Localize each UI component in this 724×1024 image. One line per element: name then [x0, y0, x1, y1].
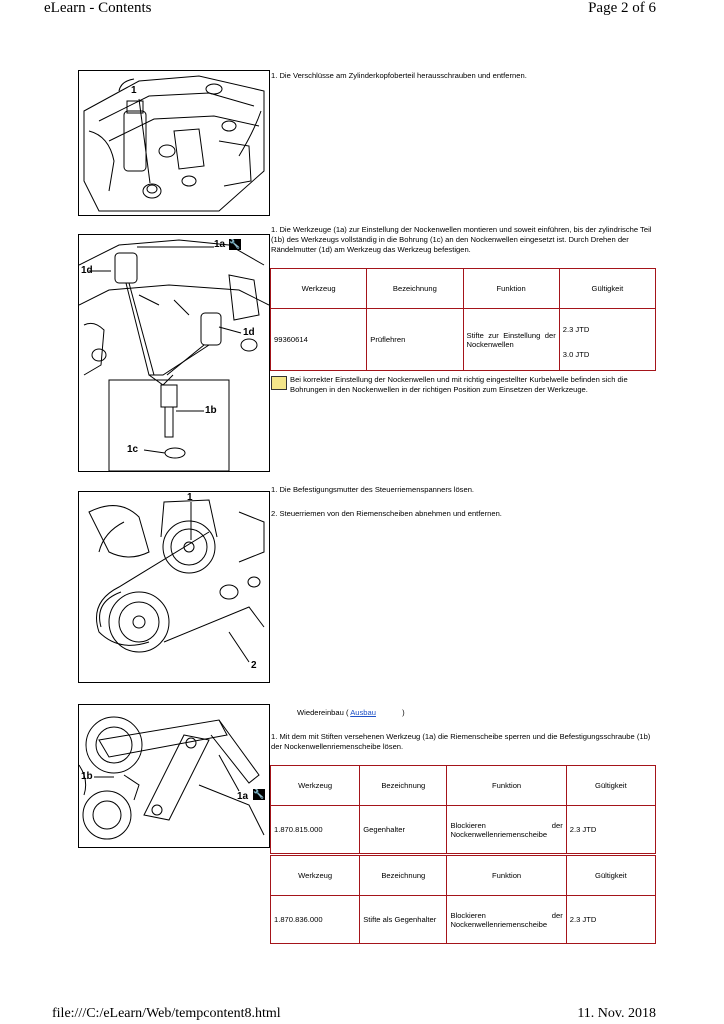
step-text: 1. Die Verschlüsse am Zylinderkopfoberteil herausschrauben und entfernen. — [271, 71, 527, 80]
figure-label: 1 — [131, 85, 137, 96]
step-text: 1. Die Werkzeuge (1a) zur Einstellung der Nockenwellen montieren und soweit einführen, bis der zylindrische Teil (1b) des Werkzeugs vollständig in die Bohrung (1c) an den Nockenwellen eingesetzt ist. Durch Drehen der Rändelmutter (1d) am Werkzeug das Werkzeug befestigen. — [271, 225, 652, 254]
figure-label: 1 — [187, 492, 193, 503]
table-header: Funktion — [463, 269, 559, 309]
reassembly-prefix: Wiedereinbau ( — [297, 708, 349, 717]
table-header: Werkzeug — [271, 856, 360, 896]
table-cell: 99360614 — [271, 309, 367, 371]
note-icon — [271, 376, 287, 390]
figure-pulley-holder — [78, 704, 270, 848]
figure-label: 1a — [214, 239, 226, 250]
validity-value: 3.0 JTD — [562, 349, 590, 359]
table-cell: Blockieren der Nockenwellenriemenscheibe — [447, 806, 566, 854]
table-header: Gültigkeit — [566, 856, 655, 896]
page-number: Page 2 of 6 — [588, 0, 656, 16]
table-header: Werkzeug — [271, 269, 367, 309]
table-cell: Stifte als Gegenhalter — [360, 896, 447, 944]
figure-label: 1c — [127, 444, 139, 455]
table-row — [271, 896, 656, 944]
note-text: Bei korrekter Einstellung der Nockenwellen und mit richtig eingestellter Kurbelwelle befinden sich die Bohrungen in den Nockenwellen in der richtigen Position zum Einsetzen der Werkzeuge. — [290, 375, 628, 394]
table-cell: Blockieren der Nockenwellenriemenscheibe — [447, 896, 566, 944]
table-cell: 2.3 JTD — [566, 806, 655, 854]
figure-label: 1d — [243, 327, 255, 338]
table-cell: 1.870.836.000 — [271, 896, 360, 944]
document-title: eLearn - Contents — [44, 0, 152, 16]
table-header: Bezeichnung — [367, 269, 463, 309]
removal-link[interactable]: Ausbau — [350, 708, 376, 717]
file-path: file:///C:/eLearn/Web/tempcontent8.html — [52, 1006, 281, 1021]
table-cell: Stifte zur Einstellung der Nockenwellen — [463, 309, 559, 371]
figure-timing-belt — [78, 491, 270, 683]
print-date: 11. Nov. 2018 — [577, 1006, 656, 1021]
table-cell: Prüflehren — [367, 309, 463, 371]
table-cell — [559, 309, 655, 371]
figure-label: 1d — [81, 265, 93, 276]
table-header: Funktion — [447, 856, 566, 896]
reassembly-suffix: ) — [402, 708, 405, 717]
table-row — [271, 309, 656, 371]
tool-table — [270, 855, 656, 944]
table-header: Bezeichnung — [360, 856, 447, 896]
table-header: Gültigkeit — [566, 766, 655, 806]
figure-label: 1b — [81, 771, 93, 782]
table-cell: Gegenhalter — [360, 806, 447, 854]
validity-value: 2.3 JTD — [562, 324, 590, 334]
tool-table — [270, 765, 656, 854]
step-text: 1. Mit dem mit Stiften versehenen Werkzeug (1a) die Riemenscheibe sperren und die Befestigungsschraube (1b) der Nockenwellenriemenscheibe lösen. — [271, 732, 651, 751]
tool-table — [270, 268, 656, 371]
table-row — [271, 806, 656, 854]
figure-camshaft-tools — [78, 234, 270, 472]
page-header — [0, 0, 724, 22]
table-header: Gültigkeit — [559, 269, 655, 309]
wrench-icon: 🔧 — [229, 239, 241, 249]
reassembly-line — [297, 708, 683, 718]
page-footer — [0, 1006, 724, 1024]
table-cell: 2.3 JTD — [566, 896, 655, 944]
wrench-icon: 🔧 — [253, 789, 265, 799]
step-text: 1. Die Befestigungsmutter des Steuerriemenspanners lösen. — [271, 485, 475, 494]
figure-label: 1a — [237, 791, 249, 802]
figure-cylinder-head-plugs — [78, 70, 270, 216]
table-header: Werkzeug — [271, 766, 360, 806]
table-cell: 1.870.815.000 — [271, 806, 360, 854]
figure-label: 2 — [251, 660, 257, 671]
note-box — [271, 375, 657, 407]
table-header: Bezeichnung — [360, 766, 447, 806]
table-header: Funktion — [447, 766, 566, 806]
step-text: 2. Steuerriemen von den Riemenscheiben abnehmen und entfernen. — [271, 509, 502, 518]
figure-label: 1b — [205, 405, 217, 416]
